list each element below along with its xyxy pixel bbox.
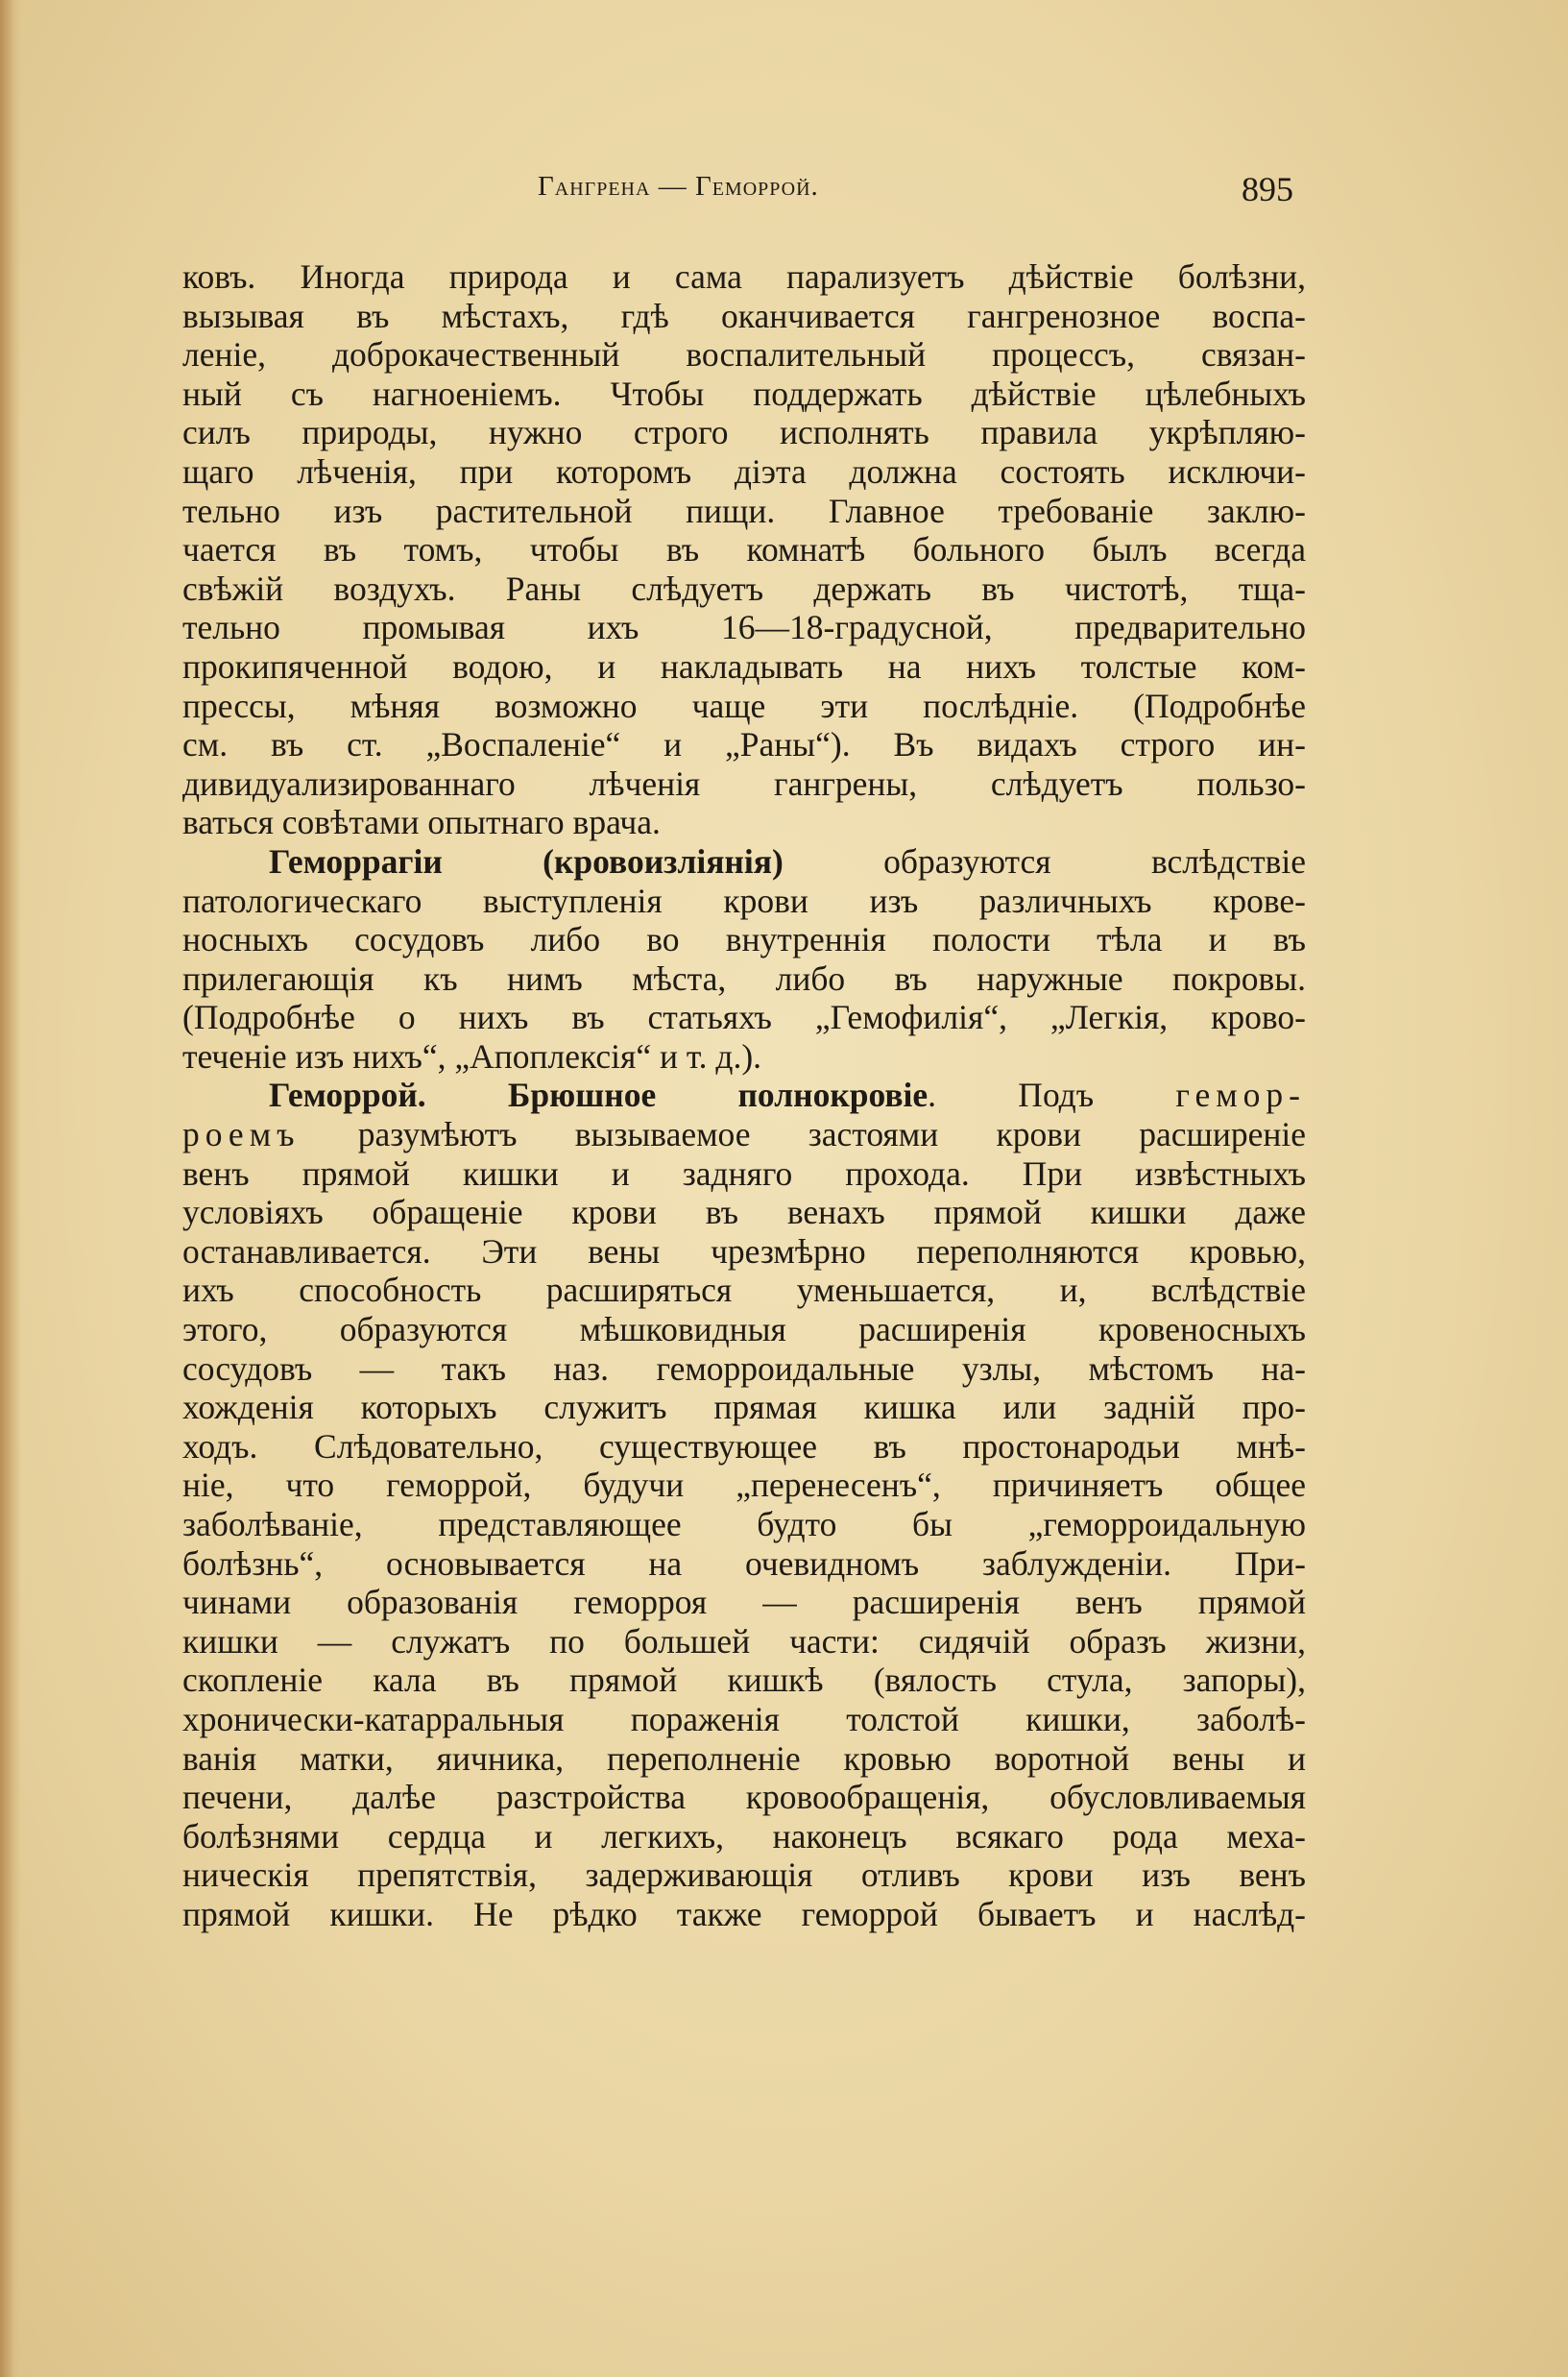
text-line: см. въ ст. „Воспаленіе“ и „Раны“). Въ видахъ строго ин- [182, 725, 1306, 764]
text-line: сосудовъ — такъ наз. геморроидальные узлы, мѣстомъ на- [182, 1348, 1306, 1388]
text-line: ихъ способность расширяться уменьшается, и, вслѣдствіе [182, 1271, 1306, 1310]
running-head: Гангрена — Геморрой. [538, 171, 819, 202]
text-line: ническія препятствія, задерживающія отливъ крови изъ венъ [182, 1856, 1306, 1895]
text-line: носныхъ сосудовъ либо во внутреннія полости тѣла и въ [182, 920, 1306, 959]
text-line: печени, далѣе разстройства кровообращенія, обусловливаемыя [182, 1778, 1306, 1817]
page-edge-shadow [0, 0, 21, 2377]
text-line [182, 1076, 1306, 1115]
text-line: тельно изъ растительной пищи. Главное требованіе заклю- [182, 491, 1306, 530]
text-line: этого, образуются мѣшковидныя расширенія кровеносныхъ [182, 1310, 1306, 1349]
text-line: чается въ томъ, чтобы въ комнатѣ больного былъ всегда [182, 530, 1306, 570]
text-line: ный съ нагноеніемъ. Чтобы поддержать дѣйствіе цѣлебныхъ [182, 374, 1306, 413]
text-line: болѣзнями сердца и легкихъ, наконецъ всякаго рода меха- [182, 1816, 1306, 1856]
text-fragment: образуются вслѣдствіе [783, 841, 1306, 881]
text-line: тельно промывая ихъ 16—18-градусной, предварительно [182, 608, 1306, 647]
page-number: 895 [1242, 170, 1293, 208]
spaced-term: роемъ [182, 1115, 301, 1154]
entry-term: Геморрой. Брюшное полнокровіе [269, 1076, 929, 1115]
text-line: скопленіе кала въ прямой кишкѣ (вялость стула, запоры), [182, 1661, 1306, 1700]
text-fragment: разумѣютъ вызываемое застоями крови расширеніе [300, 1115, 1306, 1154]
text-line: ходъ. Слѣдовательно, существующее въ простонародьи мнѣ- [182, 1426, 1306, 1466]
text-line: леніе, доброкачественный воспалительный процессъ, связан- [182, 335, 1306, 375]
text-line: ванія матки, яичника, переполненіе кровью воротной вены и [182, 1738, 1306, 1778]
text-line: прямой кишки. Не рѣдко также геморрой бываетъ и наслѣд- [182, 1894, 1306, 1933]
text-line [182, 1115, 1306, 1154]
paragraph-hemorrhages [182, 842, 1306, 1077]
text-line: заболѣваніе, представляющее будто бы „геморроидальную [182, 1505, 1306, 1543]
paragraph-hemorrhoids [182, 1076, 1306, 1933]
text-line: венъ прямой кишки и задняго прохода. При извѣстныхъ [182, 1153, 1306, 1193]
text-line: ковъ. Иногда природа и сама парализуетъ дѣйствіе болѣзни, [182, 257, 1306, 296]
text-line: чинами образованія геморроя — расширенія венъ прямой [182, 1583, 1306, 1622]
text-line: останавливается. Эти вены чрезмѣрно переполняются кровью, [182, 1231, 1306, 1271]
article-text [182, 257, 1306, 1934]
text-line: дивидуализированнаго лѣченія гангрены, слѣдуетъ пользо- [182, 764, 1306, 803]
text-line [182, 842, 1306, 882]
text-line: хронически-катарральныя пораженія толстой кишки, заболѣ- [182, 1699, 1306, 1738]
text-line: ваться совѣтами опытнаго врача. [182, 803, 661, 842]
text-line: условіяхъ обращеніе крови въ венахъ прямой кишки даже [182, 1193, 1306, 1232]
paragraph-gangrene-continuation [182, 257, 1306, 842]
text-line: вызывая въ мѣстахъ, гдѣ оканчивается гангренозное воспа- [182, 296, 1306, 335]
spaced-term: гемор- [1175, 1076, 1306, 1115]
text-line: (Подробнѣе о нихъ въ статьяхъ „Гемофилія“, „Легкія, крово- [182, 998, 1306, 1037]
text-line: кишки — служатъ по большей части: сидячій образъ жизни, [182, 1621, 1306, 1661]
text-line: болѣзнь“, основывается на очевидномъ заблужденіи. При- [182, 1543, 1306, 1583]
text-line: прилегающія къ нимъ мѣста, либо въ наружные покровы. [182, 958, 1306, 998]
text-line: ніе, что геморрой, будучи „перенесенъ“, причиняетъ общее [182, 1466, 1306, 1505]
text-line: теченіе изъ нихъ“, „Апоплексія“ и т. д.). [182, 1036, 762, 1076]
text-line: хожденія которыхъ служитъ прямая кишка или задній про- [182, 1388, 1306, 1427]
text-line: силъ природы, нужно строго исполнять правила укрѣпляю- [182, 413, 1306, 452]
entry-term: Геморрагіи (кровоизліянія) [269, 841, 784, 881]
text-line: свѣжій воздухъ. Раны слѣдуетъ держать въ чистотѣ, тща- [182, 569, 1306, 608]
text-line: прокипяченной водою, и накладывать на нихъ толстые ком- [182, 646, 1306, 686]
text-line: щаго лѣченія, при которомъ діэта должна состоять исключи- [182, 451, 1306, 491]
text-line: прессы, мѣняя возможно чаще эти послѣдніе. (Подробнѣе [182, 686, 1306, 725]
text-line: патологическаго выступленія крови изъ различныхъ крове- [182, 881, 1306, 920]
text-fragment: . Подъ [928, 1076, 1176, 1115]
